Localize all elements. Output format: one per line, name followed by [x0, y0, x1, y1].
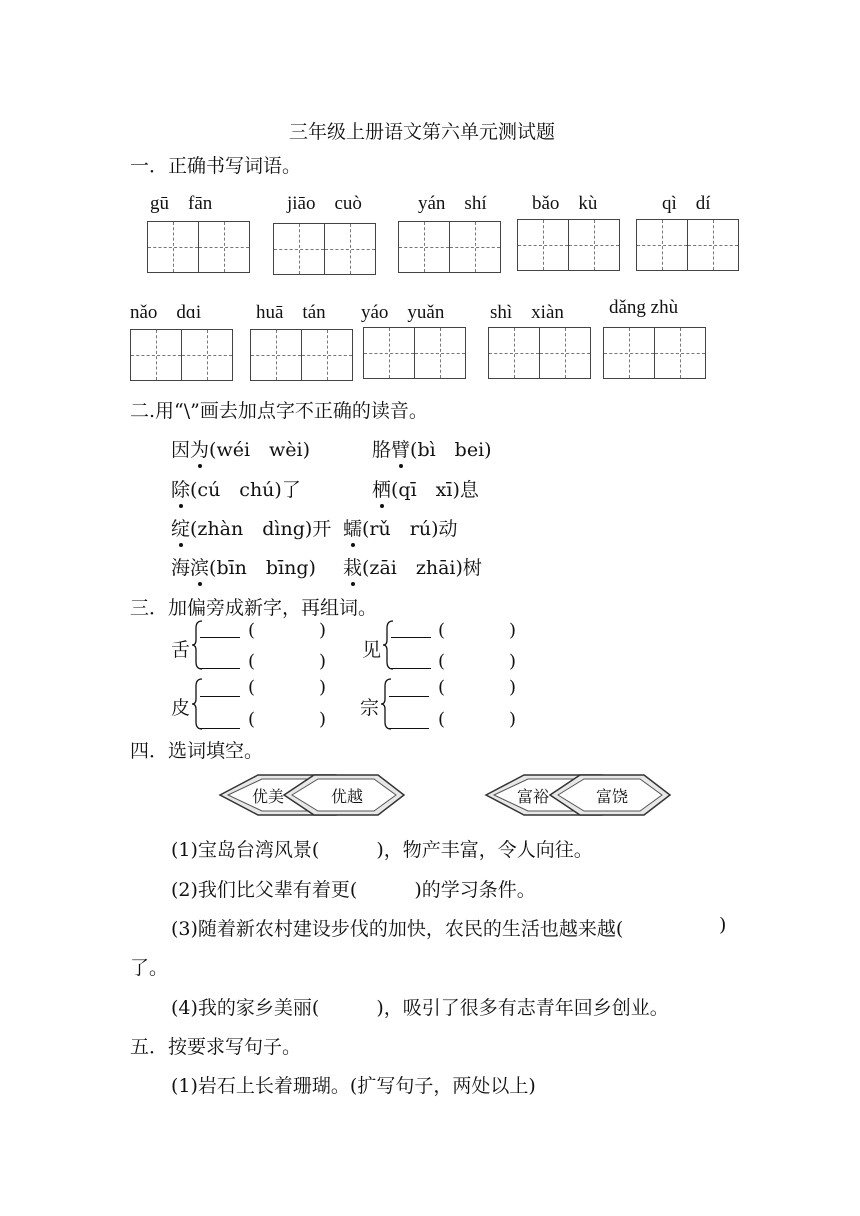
fill-sentence-3-end: 了。: [130, 957, 169, 979]
paren-blank[interactable]: ( ): [438, 709, 517, 730]
section-2-heading: 二.用“\”画去加点字不正确的读音。: [130, 400, 428, 422]
blank-line[interactable]: [391, 668, 431, 669]
section-1-heading: 一．正确书写词语。: [130, 155, 302, 177]
paren-blank[interactable]: ( ): [248, 677, 327, 698]
paren-blank[interactable]: ( ): [438, 651, 517, 672]
pinyin-label: qì dí: [662, 193, 711, 214]
blank-line[interactable]: [200, 637, 240, 638]
blank-line[interactable]: [389, 696, 429, 697]
pronunciation-item: 胳臂(bì bei): [372, 435, 492, 462]
paren-blank[interactable]: ( ): [438, 677, 517, 698]
word-choice-2a: 富裕: [517, 787, 550, 806]
blank-line[interactable]: [200, 728, 240, 729]
pronunciation-item: 因为(wéi wèi): [171, 435, 310, 462]
paren-blank[interactable]: ( ): [248, 709, 327, 730]
radical-char: 皮: [171, 697, 191, 719]
radical-char: 见: [362, 639, 382, 661]
rewrite-sentence-1: (1)岩石上长着珊瑚。(扩写句子，两处以上): [171, 1075, 536, 1097]
pronunciation-item: 绽(zhàn dìng)开: [171, 514, 331, 541]
brace-icon: [192, 620, 202, 670]
word-choice-1a: 优美: [252, 787, 285, 806]
pinyin-label: yán shí: [418, 193, 487, 214]
fill-sentence-3: (3)随着新农村建设步伐的加快，农民的生活也越来越(: [171, 918, 624, 940]
blank-line[interactable]: [391, 637, 431, 638]
blank-line[interactable]: [200, 696, 240, 697]
brace-icon: [192, 678, 202, 730]
fill-sentence-3-close: ): [719, 914, 727, 936]
pronunciation-item: 海滨(bīn bīng): [171, 553, 316, 580]
word-choice-1b: 优越: [331, 787, 364, 806]
pronunciation-item: 栖(qī xī)息: [372, 475, 479, 502]
section-5-heading: 五．按要求写句子。: [130, 1036, 302, 1058]
paren-blank[interactable]: ( ): [248, 620, 327, 641]
paren-blank[interactable]: ( ): [248, 651, 327, 672]
brace-icon: [383, 620, 393, 670]
word-choice-diamonds: [484, 773, 672, 817]
pinyin-label: shì xiàn: [490, 302, 564, 323]
section-3-heading: 三．加偏旁成新字，再组词。: [130, 597, 378, 619]
pinyin-label: nǎo dɑi: [130, 302, 202, 323]
blank-line[interactable]: [200, 668, 240, 669]
pinyin-label: bǎo kù: [532, 193, 598, 214]
pinyin-label: yáo yuǎn: [361, 302, 445, 323]
section-4-heading: 四．选词填空。: [130, 740, 264, 762]
pinyin-label: huā tán: [256, 302, 326, 323]
radical-char: 宗: [360, 697, 380, 719]
page-title: 三年级上册语文第六单元测试题: [289, 121, 556, 143]
blank-line[interactable]: [389, 728, 429, 729]
fill-sentence-4: (4)我的家乡美丽( )，吸引了很多有志青年回乡创业。: [171, 997, 669, 1019]
paren-blank[interactable]: ( ): [438, 620, 517, 641]
pinyin-label: gū fān: [150, 193, 213, 214]
pinyin-label: dǎng zhù: [609, 297, 679, 318]
word-choice-2b: 富饶: [596, 787, 629, 806]
fill-sentence-1: (1)宝岛台湾风景( )，物产丰富，令人向往。: [171, 839, 593, 861]
pinyin-label: jiāo cuò: [287, 193, 362, 214]
pronunciation-item: 蠕(rǔ rú)动: [343, 514, 457, 541]
brace-icon: [381, 678, 391, 730]
pronunciation-item: 栽(zāi zhāi)树: [343, 553, 482, 580]
pronunciation-item: 除(cú chú)了: [171, 475, 301, 502]
word-choice-diamonds: [218, 773, 406, 817]
radical-char: 舌: [171, 639, 191, 661]
fill-sentence-2: (2)我们比父辈有着更( )的学习条件。: [171, 879, 536, 901]
